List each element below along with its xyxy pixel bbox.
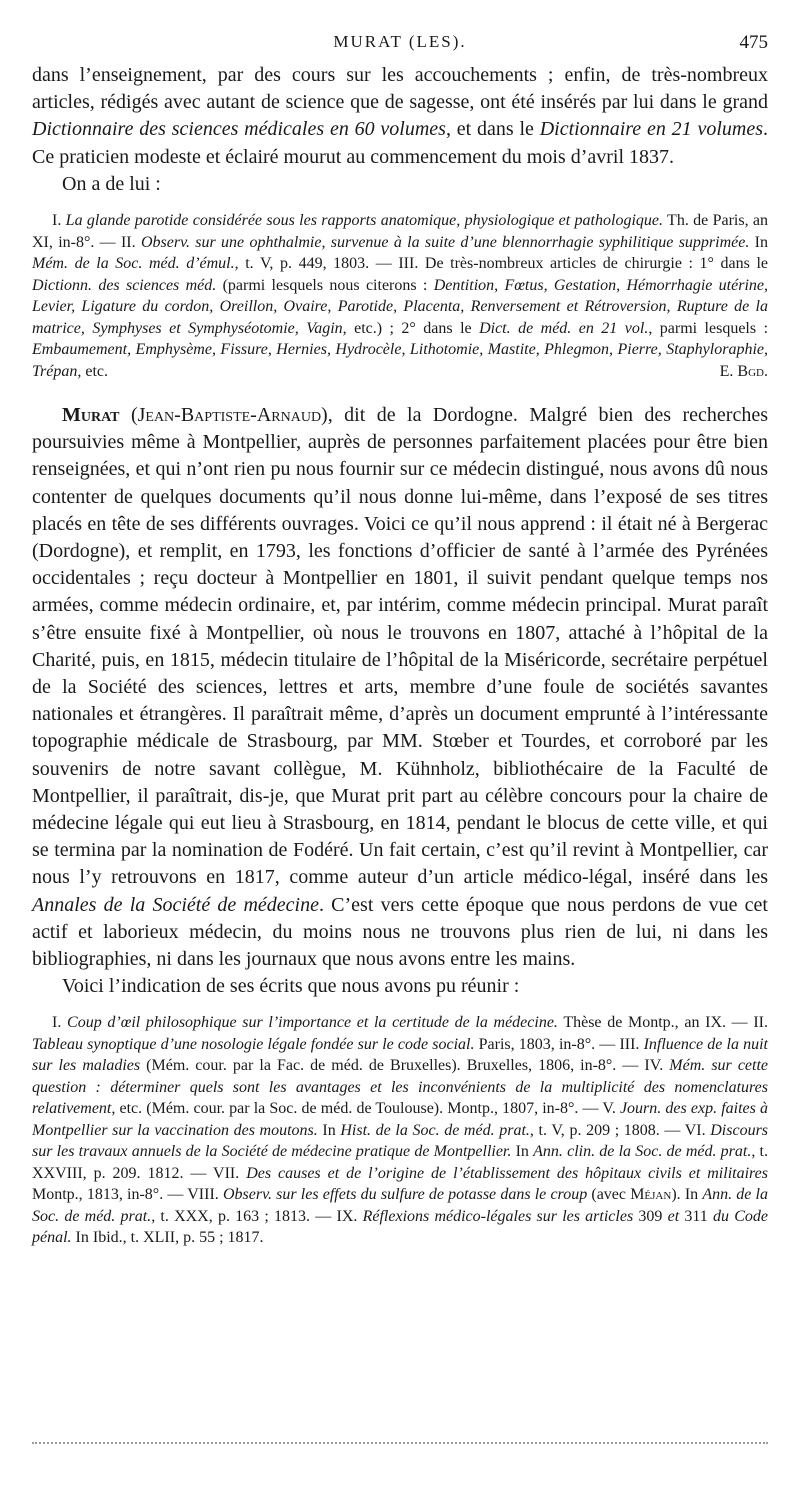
continuation-paragraph [32, 62, 768, 171]
text-span: Th. de Paris, an XI, in-8°. — II. [32, 212, 769, 251]
text-span: In [749, 233, 768, 251]
text-span: I. [52, 1014, 68, 1032]
title-dictionnaire-60: Dictionnaire des sciences médicales en 60 volumes [32, 118, 446, 141]
work-title: Mém. sur cette question : déterminer quels sont les avantages et les inconvénients de la multiplicité des nomenclatures relativement, [32, 1057, 769, 1118]
text-span: etc.) ; 2° dans le [346, 319, 480, 337]
text-span: , t. V, p. 449, 1803. — III. De très-nombreux articles de chirurgie : 1° dans le [234, 255, 768, 273]
journal-title: Hist. de la Soc. de méd. prat. [340, 1121, 530, 1139]
work-title: Réflexions médico-légales sur les articles [362, 1207, 634, 1225]
text-span: In [317, 1121, 341, 1139]
journal-title: Ann. de la Soc. de méd. prat. [32, 1186, 768, 1225]
work-title: du Code pénal. [32, 1207, 769, 1247]
work-title: La glande parotide considérée sous les rapports anatomique, physiologique et pathologique. [65, 212, 663, 230]
bibliography-murat-1 [32, 210, 768, 382]
work-title: Influence de la nuit sur les maladies [32, 1035, 769, 1075]
text-span: et [667, 1207, 680, 1225]
work-title: Coup d’œil philosophique sur l’importance et la certitude de la médecine. [67, 1014, 558, 1032]
work-title: Des causes et de l’origine de l’établissement des hôpitaux civils et militaires [246, 1164, 768, 1182]
text-span: dans l’enseignement, par des cours sur les accouchements ; enfin, de très-nombreux articles, rédigés avec autant de science que de sagesse, ont été insérés par lui dans le grand [32, 64, 768, 114]
journal-title: Ann. clin. de la Soc. de méd. prat. [533, 1143, 752, 1161]
work-title: Observ. sur une ophthalmie, survenue à la suite d’une blennorrhagie syphilitique supprimée. [140, 233, 750, 251]
page-body [32, 62, 768, 1249]
text-span: , t. XXX, p. 163 ; 1813. — IX. [151, 1207, 363, 1225]
on-a-de-lui: On a de lui : [62, 172, 161, 195]
work-title: Discours sur les travaux annuels de la Société de médecine pratique de Montpellier. [32, 1121, 769, 1161]
bibliography-murat-2 [32, 1012, 768, 1249]
text-span: (Mém. cour. par la Fac. de méd. de Bruxelles). Bruxelles, 1806, in-8°. — IV. [140, 1057, 670, 1075]
article-list: Embaumement, Emphysème, Fissure, Hernies, Hydrocèle, Lithotomie, Mastite, Phlegmon, Pierre, Staphyloraphie, Trépan, [32, 341, 768, 380]
journal-title: Dictionn. des sciences méd. [32, 276, 217, 294]
text-span: . C’est vers cette époque que nous perdons de vue cet actif et laborieux médecin, du moins nous ne trouvons plus rien de lui, ni dans les bibliographies, ni dans les journaux que nous avons entre les mains. [32, 893, 768, 971]
text-span: In [511, 1143, 534, 1161]
article-list: Dentition, Fœtus, Gestation, Hémorrhagie utérine, Levier, Ligature du cordon, Oreillon, Ovaire, Parotide, Placenta, Renversement et Rétroversion, Rupture de la matrice, Symphyses et Symphyséotomie, Vagin, [32, 276, 769, 337]
text-span: , dit de la Dordogne. Malgré bien des recherches poursuivies même à Montpellier, auprès de personnes parfaitement placées pour être bien renseignées, et qui n’ont rien pu nous fournir sur ce médecin distingué, nous avons dû nous contenter de quelques documents qu’il nous donne lui-même, dans l’exposé de ses titres placés en tête de ses différents ouvrages. Voici ce qu’il nous apprend : il était né à Bergerac (Dordogne), et remplit, en 1793, les fonctions d’officier de santé à l’armée des Pyrénées occidentales ; reçu docteur à Montpellier en 1801, il suivit pendant quelque temps nos armées, comme médecin ordinaire, et, par intérim, comme médecin principal. Murat paraît s’être ensuite fixé à Montpellier, où nous le trouvons en 1807, attaché à l’hôpital de la Charité, puis, en 1815, médecin titulaire de l’hôpital de la Miséricorde, secrétaire perpétuel de la Société des sciences, lettres et arts, membre d’une foule de sociétés savantes nationales et étrangères. Il paraîtrait même, d’après un document emprunté à l’intéressante topographie médicale de Strasbourg, par MM. Stœber et Tourdes, et corroboré par les souvenirs de notre savant collègue, M. Kühnholz, bibliothécaire de la Faculté de Montpellier, il paraîtrait, dis-je, que Murat prit part au célèbre concours pour la chaire de médecine légale qui eut lieu à Strasbourg, en 1814, pendant le blocus de cette ville, et qui se termina par la nomination de Fodéré. Un fait certain, c’est qu’il revint à Montpellier, car nous l’y retrouvons en 1817, comme auteur d’un article médico-légal, inséré dans les [32, 404, 768, 889]
text-span: Thèse de Montp., an IX. — II. [557, 1014, 769, 1032]
entry-headword: Murat [62, 404, 120, 427]
journal-title: Annales de la Société de médecine [32, 893, 319, 916]
page-number: 475 [739, 32, 768, 53]
text-span: In Ibid., t. XLII, p. 55 ; 1817. [71, 1229, 264, 1247]
text-span: , parmi lesquels : [648, 319, 769, 337]
work-title: Journ. des exp. faites à Montpellier sur la vaccination des moutons. [32, 1100, 768, 1139]
text-span: (avec [587, 1186, 631, 1204]
entry-murat-jean-baptiste-arnaud [32, 402, 768, 973]
journal-title: Dict. de méd. en 21 vol. [479, 319, 649, 337]
footer-dotted-rule [32, 1442, 768, 1444]
voici-indication: Voici l’indication de ses écrits que nous avons pu réunir : [62, 975, 520, 998]
title-dictionnaire-21: Dictionnaire en 21 volumes [539, 118, 764, 141]
text-span: etc. [81, 362, 108, 380]
journal-title: Mém. de la Soc. méd. d’émul. [32, 255, 235, 273]
text-span: (parmi lesquels nous citerons : [216, 276, 434, 294]
text-span: ). In [671, 1186, 703, 1204]
text-span: 309 [633, 1207, 668, 1225]
work-title: Observ. sur les effets du sulfure de potasse dans le croup [222, 1186, 588, 1204]
text-span: . Ce praticien modeste et éclairé mourut au commencement du mois d’avril 1837. [32, 118, 769, 168]
entry-given-names: (Jean-Baptiste-Arnaud) [119, 404, 328, 427]
work-title: Tableau synoptique d’une nosologie légale fondée sur le code social. [32, 1035, 475, 1053]
text-span: , t. V, p. 209 ; 1808. — VI. [529, 1121, 711, 1139]
page-header [32, 32, 768, 56]
text-span: , t. XXVIII, p. 209. 1812. — VII. [32, 1143, 769, 1182]
text-span: I. [52, 212, 66, 230]
text-span: Paris, 1803, in-8°. — III. [474, 1035, 644, 1053]
text-span: Montp., 1813, in-8°. — VIII. [32, 1186, 223, 1204]
coauthor-name: Méjan [630, 1186, 672, 1204]
text-span: , et dans le [445, 118, 540, 141]
text-span: etc. (Mém. cour. par la Soc. de méd. de Toulouse). Montp., 1807, in-8°. — V. [115, 1100, 620, 1118]
author-signature: E. Bgd. [719, 362, 768, 380]
text-span: 311 [679, 1207, 714, 1225]
running-title: MURAT (LES). [333, 32, 467, 51]
